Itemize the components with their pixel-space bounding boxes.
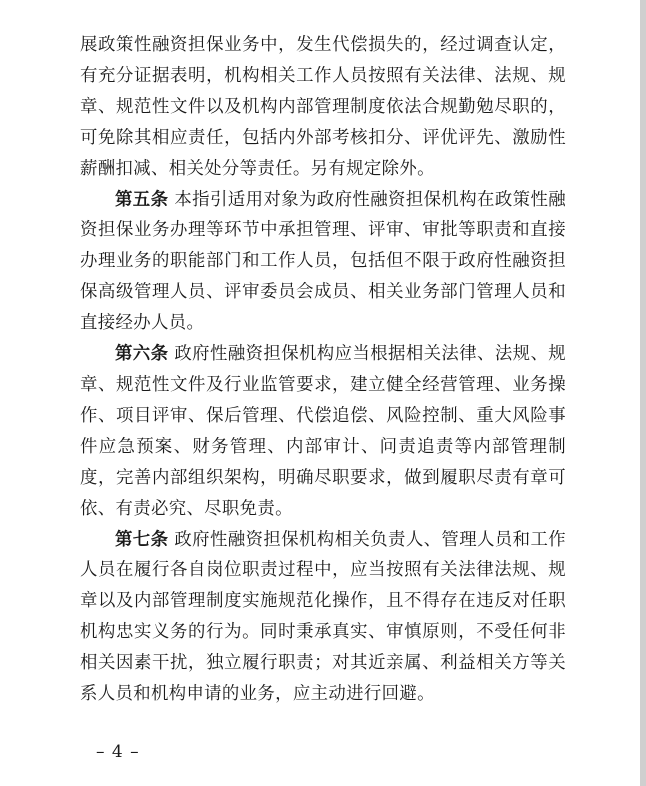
document-body [80,30,566,710]
article-6 [80,339,566,524]
page-edge-shadow [640,0,646,786]
article-5 [80,185,566,340]
article-title: 第六条 [115,344,169,365]
paragraph-text: 政府性融资担保机构应当根据相关法律、法规、规章、规范性文件及行业监管要求，建立健全经营管理、业务操作、项目评审、保后管理、代偿追偿、风险控制、重大风险事件应急预案、财务管理、内部审计、问责追责等内部管理制度，完善内部组织架构，明确尽职要求，做到履职尽责有章可依、有责必究、尽职免责。 [80,344,566,519]
article-title: 第五条 [115,189,169,210]
paragraph-text: 展政策性融资担保业务中，发生代偿损失的，经过调查认定，有充分证据表明，机构相关工作人员按照有关法律、法规、规章、规范性文件以及机构内部管理制度依法合规勤勉尽职的，可免除其相应责任，包括内外部考核扣分、评优评先、激励性薪酬扣减、相关处分等责任。另有规定除外。 [80,35,566,179]
paragraph-text: 政府性融资担保机构相关负责人、管理人员和工作人员在履行各自岗位职责过程中，应当按照有关法律法规、规章以及内部管理制度实施规范化操作，且不得存在违反对任职机构忠实义务的行为。同时秉承真实、审慎原则，不受任何非相关因素干扰，独立履行职责；对其近亲属、利益相关方等关系人员和机构申请的业务，应主动进行回避。 [80,529,566,705]
paragraph-continuation [80,30,566,185]
article-7 [80,525,566,710]
paragraph-text: 本指引适用对象为政府性融资担保机构在政策性融资担保业务办理等环节中承担管理、评审、审批等职责和直接办理业务的职能部门和工作人员，包括但不限于政府性融资担保高级管理人员、评审委员会成员、相关业务部门管理人员和直接经办人员。 [80,189,566,334]
article-title: 第七条 [115,529,169,550]
page-number: – 4 – [96,742,140,762]
